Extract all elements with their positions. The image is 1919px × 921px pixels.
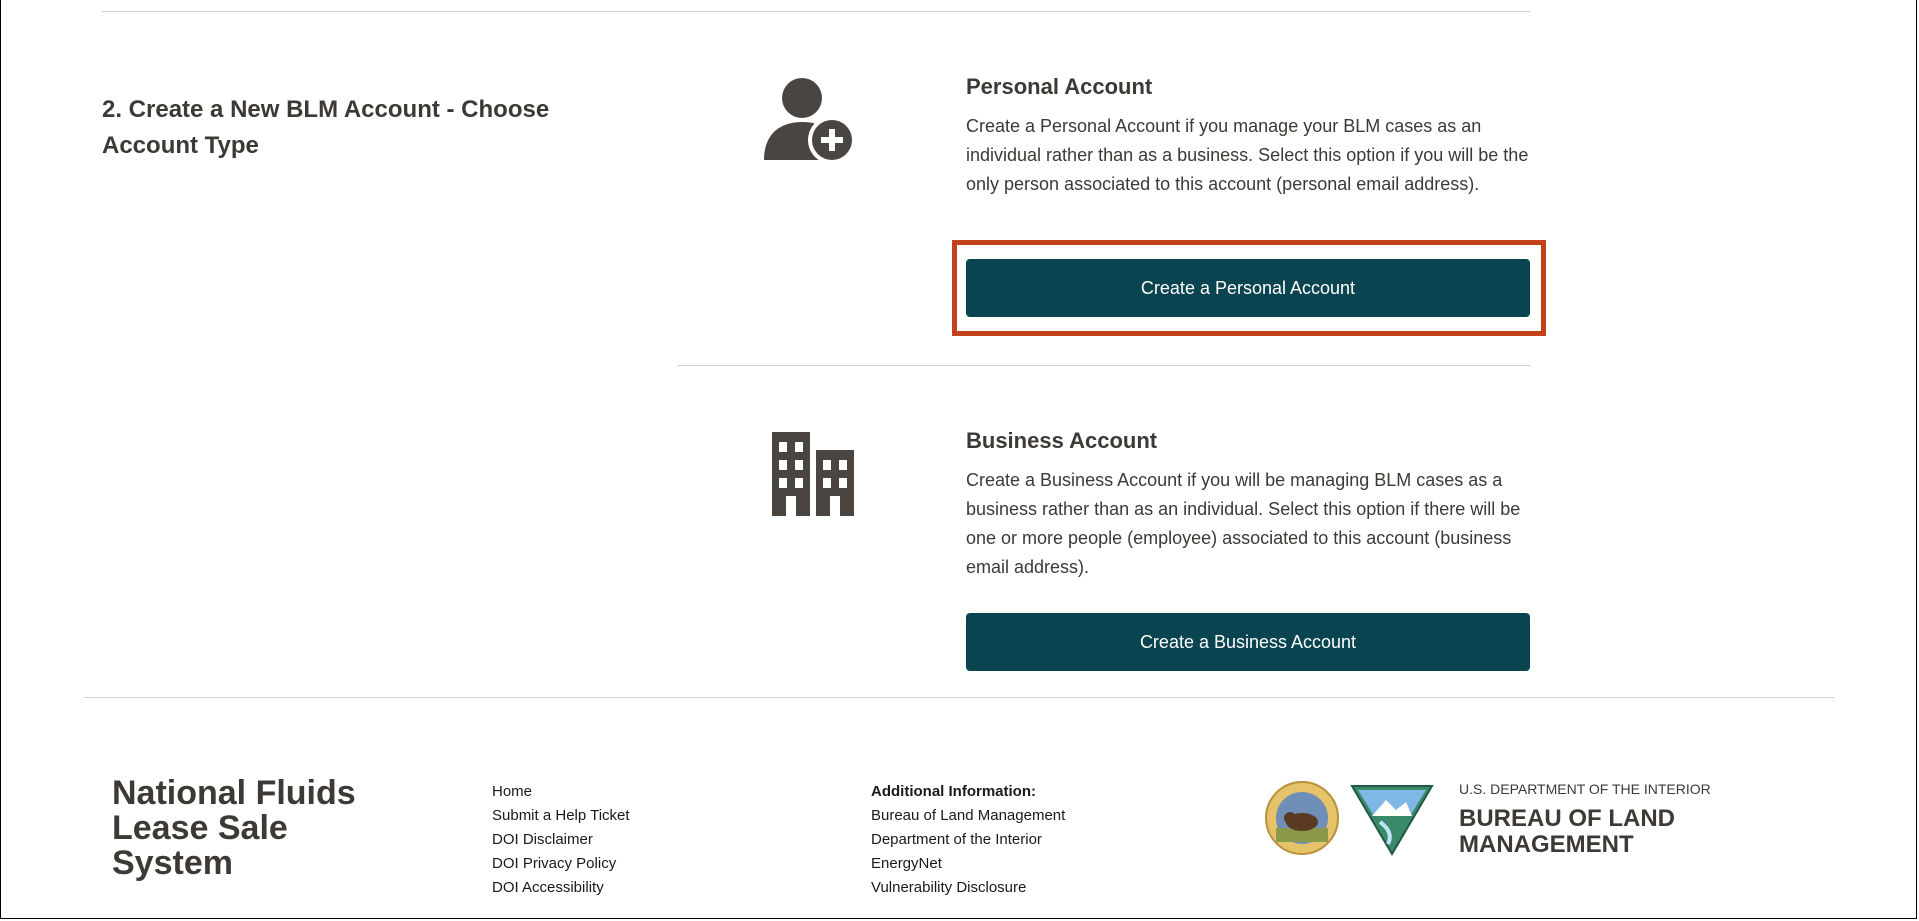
create-business-account-button[interactable]: Create a Business Account xyxy=(966,613,1530,671)
personal-account-title: Personal Account xyxy=(966,74,1153,99)
doi-seal-icon[interactable] xyxy=(1264,780,1340,861)
footer-link-help-ticket[interactable]: Submit a Help Ticket xyxy=(492,807,630,824)
footer-link-doi-disclaimer[interactable]: DOI Disclaimer xyxy=(492,831,593,848)
business-account-description: Create a Business Account if you will be managing BLM cases as a business rather than as an individual. Select this option if there will be one or more people (employee) associated to this account (business email address). xyxy=(966,470,1521,577)
section-title: 2. Create a New BLM Account - Choose Account Type xyxy=(102,96,550,159)
footer-link-doi[interactable]: Department of the Interior xyxy=(871,831,1042,848)
footer-link-home[interactable]: Home xyxy=(492,783,533,800)
middle-divider xyxy=(678,365,1530,366)
footer-link-blm[interactable]: Bureau of Land Management xyxy=(871,807,1066,824)
footer-additional-info xyxy=(871,780,1065,900)
footer-link-energynet[interactable]: EnergyNet xyxy=(871,855,942,872)
building-icon xyxy=(770,430,858,521)
footer-nav xyxy=(492,780,630,900)
blm-wordmark xyxy=(1459,806,1675,858)
footer-link-vulnerability[interactable]: Vulnerability Disclosure xyxy=(871,879,1027,896)
personal-account-description: Create a Personal Account if you manage your BLM cases as an individual rather than as a business. Select this option if you will be the only person associated to this account (personal email address). xyxy=(966,116,1529,194)
user-plus-icon xyxy=(762,72,858,169)
create-personal-account-button[interactable]: Create a Personal Account xyxy=(966,259,1530,317)
blm-logo-icon[interactable] xyxy=(1350,782,1434,861)
business-account-title: Business Account xyxy=(966,428,1158,453)
footer-divider xyxy=(84,697,1834,698)
blm-line-1: BUREAU OF LAND xyxy=(1459,805,1675,832)
additional-info-heading: Additional Information: xyxy=(871,783,1036,800)
footer-link-doi-accessibility[interactable]: DOI Accessibility xyxy=(492,879,604,896)
footer-brand: National Fluids Lease Sale System xyxy=(112,774,356,882)
blm-line-2: MANAGEMENT xyxy=(1459,831,1634,858)
footer-link-doi-privacy[interactable]: DOI Privacy Policy xyxy=(492,855,617,872)
top-divider xyxy=(102,11,1530,12)
doi-line: U.S. DEPARTMENT OF THE INTERIOR xyxy=(1459,781,1711,797)
